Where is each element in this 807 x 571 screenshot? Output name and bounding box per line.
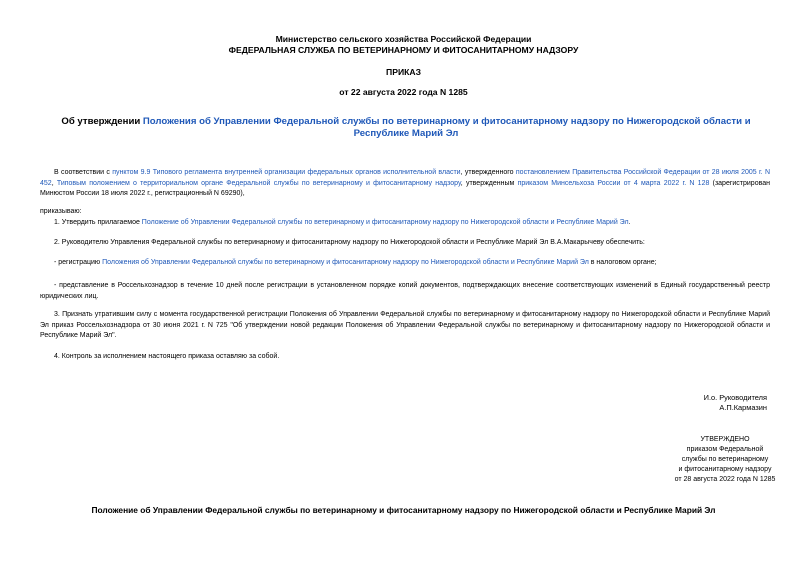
order-item-2: 2. Руководителю Управления Федеральной службы по ветеринарному и фитосанитарному надзору по Нижегородской области и Республике Марий Эл В.А.Макарычеву обеспечить: xyxy=(54,239,645,246)
document-title xyxy=(36,116,776,140)
item2a-link[interactable]: Положения об Управлении Федеральной службы по ветеринарному и фитосанитарному надзору по Нижегородской области и Республике Марий Эл xyxy=(102,259,589,266)
preamble-text-3: , xyxy=(51,179,57,187)
doc-type: ПРИКАЗ xyxy=(386,67,421,77)
approval-line-3: и фитосанитарному надзору xyxy=(678,466,772,473)
approval-line-4: от 28 августа 2022 года N 1285 xyxy=(674,476,776,483)
approval-word: УТВЕРЖДЕНО xyxy=(700,436,750,443)
order-item-1 xyxy=(40,218,770,229)
preamble-text-1: В соответствии с xyxy=(54,169,113,176)
order-item-2b: - представление в Россельхознадзор в течение 10 дней после регистрации в установленном порядке копий документов, подтверждающих внесение соответствующих изменений в Единый государственный реестр юридических лиц. xyxy=(40,282,770,300)
title-prefix: Об утверждении xyxy=(61,116,143,127)
preamble-link-resolution[interactable]: постановлением Правительства Российской Федерации от 28 июля 2005 г. N 452 xyxy=(40,169,771,187)
preamble-text-4: , утвержденным xyxy=(460,179,518,187)
preamble xyxy=(40,168,770,200)
order-item-4: 4. Контроль за исполнением настоящего приказа оставляю за собой. xyxy=(54,353,280,360)
preamble-text-2: , утвержденного xyxy=(460,169,516,176)
order-item-3: 3. Признать утратившим силу с момента государственной регистрации Положения об Управлении Федеральной службы по ветеринарному и фитосанитарному надзору по Нижегородской области и Республике Марий Эл приказ Россельхознадзора от 30 июня 2021 г. N 725 "Об утверждении новой редакции Положения об Управлении Федеральной службы по ветеринарному и фитосанитарному надзору по Нижегородской области и Республике Марий Эл". xyxy=(40,311,770,340)
signature-block xyxy=(704,393,767,413)
doc-date-number: от 22 августа 2022 года N 1285 xyxy=(339,87,468,97)
item2a-suffix: в налоговом органе; xyxy=(588,259,657,266)
preamble-text-5: (зарегистрирован Минюстом России 18 июля 2022 г., регистрационный N 69290), xyxy=(40,179,770,198)
item1-link[interactable]: Положение об Управлении Федеральной службы по ветеринарному и фитосанитарному надзору по Нижегородской области и Республике Марий Эл xyxy=(141,219,629,226)
order-item-2a xyxy=(40,258,770,269)
signature-name: А.П.Кармазин xyxy=(719,403,767,413)
signature-position: И.о. Руководителя xyxy=(703,393,767,402)
provision-title: Положение об Управлении Федеральной службы по ветеринарному и фитосанитарному надзору по Нижегородской области и Республике Марий Эл xyxy=(91,505,716,515)
orders-word: приказываю: xyxy=(40,208,82,215)
title-link[interactable]: Положения об Управлении Федеральной службы по ветеринарному и фитосанитарному надзору по Нижегородской области и Республике Марий Эл xyxy=(142,116,751,139)
ministry-name: Министерство сельского хозяйства Российской Федерации xyxy=(275,34,532,44)
item1-prefix: 1. Утвердить прилагаемое xyxy=(54,219,142,226)
preamble-link-order[interactable]: приказом Минсельхоза России от 4 марта 2022 г. N 128 xyxy=(517,179,710,187)
approval-line-1: приказом Федеральной xyxy=(686,446,764,453)
item2a-prefix: - регистрацию xyxy=(54,259,103,266)
preamble-link-regulation[interactable]: пунктом 9.9 Типового регламента внутренней организации федеральных органов исполнительной власти xyxy=(112,169,461,176)
service-name: ФЕДЕРАЛЬНАЯ СЛУЖБА ПО ВЕТЕРИНАРНОМУ И ФИТОСАНИТАРНОМУ НАДЗОРУ xyxy=(228,45,579,55)
approval-block xyxy=(660,435,790,485)
preamble-link-typical-provision[interactable]: Типовым положением о территориальном органе Федеральной службы по ветеринарному и фитосанитарному надзору xyxy=(56,179,461,187)
approval-line-2: службы по ветеринарному xyxy=(681,456,769,463)
item1-suffix: . xyxy=(628,219,631,226)
